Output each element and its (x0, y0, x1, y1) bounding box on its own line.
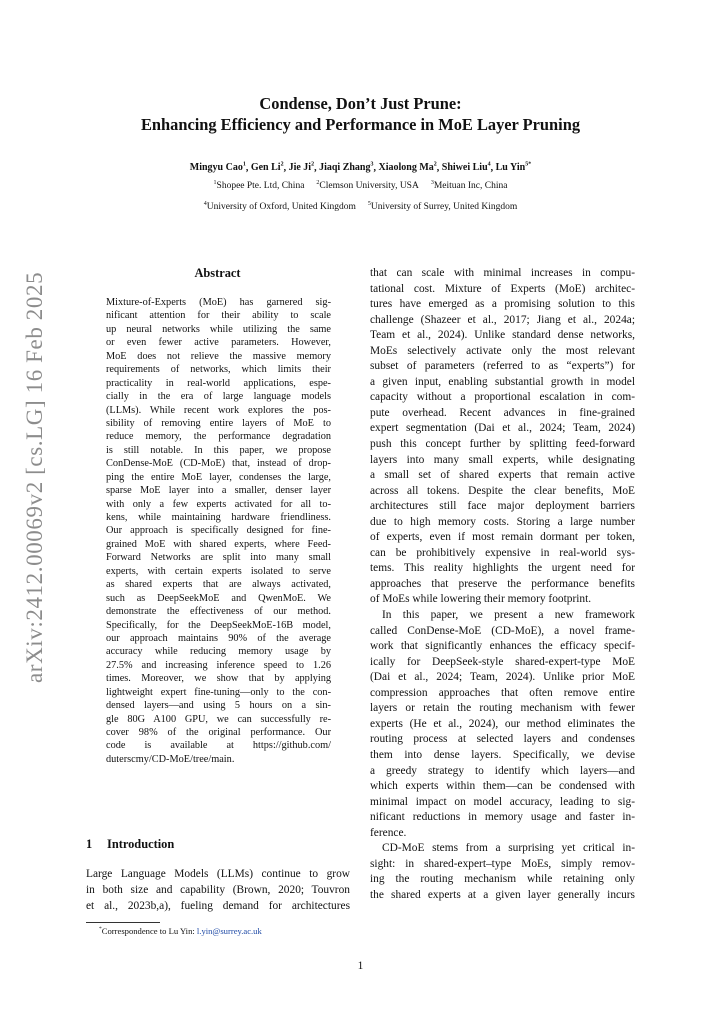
text-line: (LLMs). While recent work explores the pos- (106, 404, 331, 416)
footnote-marker: * (99, 926, 102, 933)
text-line: ping the entire MoE layer, condenses the large, (106, 471, 331, 483)
text-line: ing the routing mechanism while retaining only (370, 873, 635, 886)
text-line: a small set of shared experts that remain active (370, 469, 635, 482)
author-name: Gen Li (250, 162, 281, 174)
text-line: can be prohibitively expensive in real-world sys- (370, 546, 635, 559)
text-line: MoEs selectively activate only the most relevant (370, 344, 635, 357)
affiliation-text: University of Oxford, United Kingdom (206, 202, 356, 213)
text-line: approaches that preserve the performance benefits (370, 577, 635, 590)
text-line: such as DeepSeekMoE and QwenMoE. We (106, 592, 331, 604)
text-line: ference. (370, 826, 407, 839)
title-line-2: Enhancing Efficiency and Performance in MoE Layer Pruning (140, 115, 581, 134)
text-line: capacity without a proportional escalation in com- (370, 391, 635, 404)
text-line: of MoEs while lowering their memory footprint. (370, 593, 592, 606)
affiliation-marker: 1 (213, 180, 217, 186)
text-line: experts, with certain experts isolated to serve (106, 565, 331, 577)
author (496, 162, 532, 173)
affiliation-text: University of Surrey, United Kingdom (370, 202, 518, 213)
text-line: layers into many small experts, while designating (370, 453, 635, 466)
text-line: times. Moreover, we show that by applying (106, 673, 331, 685)
text-line: due to high memory costs. Storing a large number (370, 515, 635, 528)
text-line: sparse MoE layer into a smaller, denser layer (106, 485, 331, 497)
affiliation (431, 181, 508, 191)
text-line: subset of parameters (referred to as “experts”) for (370, 360, 635, 373)
affiliation-marker: 3 (430, 180, 434, 186)
text-line: work that significantly enhances the efficacy specif- (370, 640, 635, 653)
text-line: pute overhead. Recent advances in fine-grained (370, 406, 635, 419)
author-affiliation-marker: 3 (370, 162, 374, 168)
text-line: up neural networks while utilizing the same (106, 323, 331, 335)
author-affiliation-marker: 2 (280, 162, 284, 168)
section-number: 1 (86, 837, 93, 851)
abstract-heading: Abstract (194, 266, 241, 280)
text-line: in both size and capability (Brown, 2020; Touvron (86, 884, 350, 897)
affiliation-text: Shopee Pte. Ltd, China (216, 181, 305, 192)
text-line: In this paper, we present a new framework (382, 609, 635, 622)
affiliation (204, 202, 356, 212)
text-line: ConDense-MoE (CD-MoE) that, instead of drop- (106, 458, 331, 470)
text-line: that can scale with minimal increases in compu- (370, 267, 635, 279)
text-line: Our approach is specifically designed for fine- (106, 525, 331, 537)
text-line: tures have emerged as a promising solution to this (370, 298, 635, 311)
text-line: challenge (Shazeer et al., 2017; Jiang et al., 2024a; (370, 313, 635, 326)
author-affiliation-marker: 1 (242, 162, 246, 168)
text-line: layers or retain the routing mechanism with fewer (370, 702, 635, 715)
author (289, 162, 315, 173)
affiliations-row-1 (80, 180, 641, 191)
text-line: with only a few experts activated for all to- (106, 498, 331, 510)
footnote-rule (86, 922, 160, 923)
affiliation-text: Clemson University, USA (319, 181, 419, 192)
text-line: requirements of networks, which limits their (106, 364, 331, 376)
text-line: nificant attention for their ability to scale (106, 310, 331, 322)
author-affiliation-marker: 5* (525, 162, 532, 168)
text-line: routing process at selected layers and condenses (370, 733, 635, 746)
author (442, 162, 491, 173)
text-line: et al., 2023b,a), fueling demand for architectures (86, 900, 350, 913)
text-line: cover 98% of the original performance. Our (106, 727, 331, 738)
footnote-text: Correspondence to Lu Yin: (101, 926, 197, 936)
text-line: architectures still face major deployment barriers (370, 500, 635, 513)
text-line: a greedy strategy to identify which layers—and (370, 764, 635, 777)
text-line: Team et al., 2024). Unlike standard dense networks, (370, 329, 635, 342)
text-line: across all tokens. Despite the clear benefits, MoE (370, 484, 635, 497)
arxiv-stamp[interactable]: arXiv:2412.00069v2 [cs.LG] 16 Feb 2025 (22, 271, 47, 683)
text-line: reduce memory, the performance degradation (106, 431, 331, 443)
author-name: Jie Ji (288, 162, 312, 174)
page-number: 1 (357, 960, 364, 972)
text-line: 27.5% and increasing inference speed to 1.26 (106, 659, 331, 671)
text-line: lightweight expert fine-tuning—only to the con- (106, 686, 331, 698)
author-name: Shiwei Liu (441, 162, 488, 174)
author-name: Jiaqi Zhang (319, 162, 371, 174)
text-line: gle 80G A100 GPU, we can successfully re- (106, 713, 331, 725)
footnote (99, 926, 262, 936)
author (190, 162, 246, 173)
text-line: grained MoE with shared experts, where Feed- (106, 538, 331, 550)
author-name: Mingyu Cao (189, 162, 243, 174)
text-line: as shared experts that are always activated, (106, 579, 331, 591)
author-affiliation-marker: 2 (433, 162, 437, 168)
text-line: Specifically, for the DeepSeekMoE-16B model, (106, 619, 331, 631)
author-name: Xiaolong Ma (378, 162, 434, 174)
text-line: Mixture-of-Experts (MoE) has garnered sig- (106, 297, 331, 308)
text-line: sibility of removing entire layers of MoE to (106, 417, 331, 429)
section-heading-introduction (86, 837, 174, 852)
text-line: experts (He et al., 2024), our method eliminates the (370, 717, 635, 730)
text-line: minimal impact on model accuracy, leading to sig- (370, 795, 635, 808)
author-list: Mingyu Cao$^1$, Gen Li$^2$, Jie Ji$^2$, Jiaqi Zhang$^3$, Xiaolong Ma$^2$, Shiwei Liu$^4$, Lu Yin$^{5*}$ (189, 162, 532, 174)
text-line: tational cost. Mixture of Experts (MoE) architec- (370, 282, 635, 295)
text-line: duterscmy/CD-MoE/tree/main. (106, 753, 235, 765)
text-line: demonstrate the effectiveness of our method. (106, 606, 331, 618)
author (251, 162, 284, 173)
text-line: of experts, even if most remain dormant per token, (370, 531, 635, 544)
affiliation-marker: 4 (203, 201, 207, 207)
affiliation (368, 202, 517, 212)
text-line: called ConDense-MoE (CD-MoE), a novel frame- (370, 624, 635, 637)
text-line: the shared experts at a given layer generally incurs (370, 888, 635, 901)
author (379, 162, 437, 173)
affiliation (316, 181, 418, 191)
text-line: push this concept further by splitting feed-forward (370, 438, 635, 451)
abstract-body (106, 296, 331, 766)
right-column-body (370, 266, 635, 903)
author-name: Lu Yin (495, 162, 526, 174)
text-line: our approach maintains 90% of the average (106, 632, 331, 644)
text-line: practicality in real-world applications, espe- (106, 377, 331, 389)
text-line: ically for DeepSeek-style shared-expert-type MoE (370, 655, 635, 668)
affiliations-row-2 (80, 201, 641, 212)
title-line-1: Condense, Don’t Just Prune: (259, 94, 462, 113)
author-affiliation-marker: 4 (487, 162, 491, 168)
text-line: nificant reductions in memory usage and faster in- (370, 811, 635, 824)
text-line: Forward Networks are split into many small (106, 552, 331, 564)
affiliation (214, 181, 305, 191)
text-line: (Dai et al., 2024; Team, 2024). Unlike prior MoE (370, 671, 635, 684)
affiliation-marker: 5 (367, 201, 371, 207)
text-line: densed layers—and using 5 hours on a sin- (106, 700, 331, 712)
text-line: Large Language Models (LLMs) continue to grow (86, 868, 350, 880)
section-title: Introduction (107, 837, 175, 851)
text-line: tems. This reality highlights the urgent need for (370, 562, 635, 575)
affiliation-text: Meituan Inc, China (433, 181, 508, 192)
text-line: sight: in shared-expert–type MoEs, simply remov- (370, 857, 635, 870)
affiliation-marker: 2 (316, 180, 320, 186)
footnote-email-link[interactable]: l.yin@surrey.ac.uk (196, 926, 262, 936)
paper-title (80, 93, 641, 135)
text-line: expert segmentation (Dai et al., 2024; Team, 2024) (370, 422, 635, 435)
text-line: accuracy while reducing memory usage by (106, 646, 331, 658)
introduction-body (86, 866, 350, 915)
text-line: kens, while maintaining hardware friendliness. (106, 512, 331, 523)
text-line: code is available at https://github.com/ (106, 740, 331, 752)
text-line: them into dense layers. Specifically, we devise (370, 748, 635, 761)
text-line: CD-MoE stems from a surprising yet critical in- (382, 842, 635, 855)
author (319, 162, 373, 173)
text-line: a given input, enabling substantial growth in model (370, 375, 635, 388)
text-line: is still notable. In this paper, we propose (106, 444, 331, 456)
text-line: compression approaches that often remove entire (370, 686, 635, 699)
text-line: MoE does not relieve the massive memory (106, 350, 331, 362)
text-line: cially in the era of large language models (106, 391, 331, 403)
text-line: which experts within them—can be condensed with (370, 780, 635, 793)
author-affiliation-marker: 2 (311, 162, 315, 168)
text-line: or even fewer active parameters. However, (106, 337, 331, 349)
